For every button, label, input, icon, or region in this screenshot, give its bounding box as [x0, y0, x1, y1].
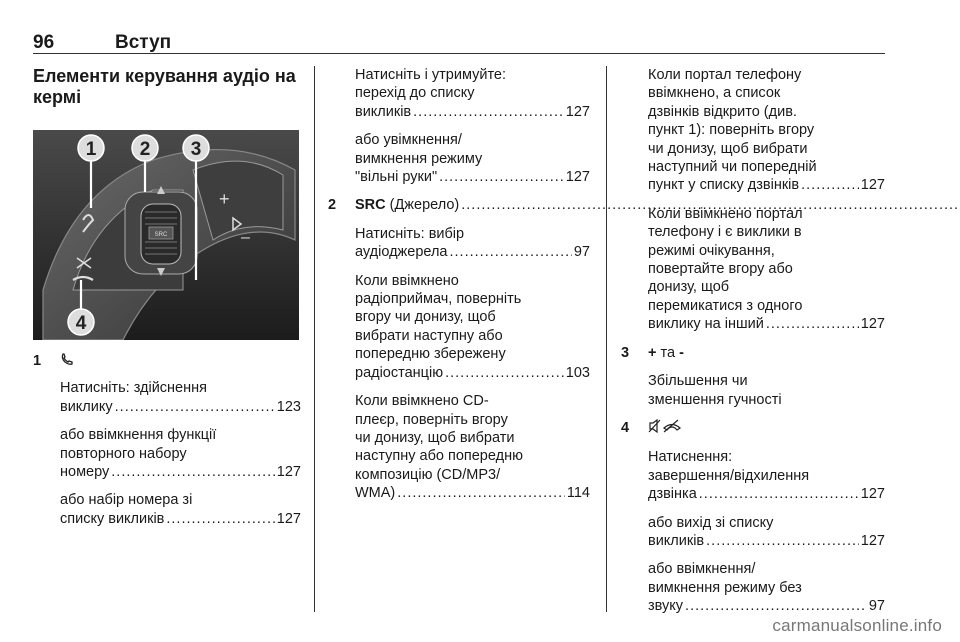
page-reference: "вільні руки" ..... 127	[355, 168, 590, 186]
text-line: Збільшення чи	[648, 373, 748, 390]
item-key: 3	[621, 344, 630, 361]
header-rule	[33, 53, 885, 54]
text-line: режимі очікування,	[648, 242, 775, 259]
text-line: вимкнення режиму без	[648, 579, 802, 596]
item-key: 4	[621, 419, 630, 436]
svg-text:3: 3	[190, 139, 202, 160]
text-line: наступну або попередню	[355, 448, 523, 465]
text-line: плеєр, поверніть вгору	[355, 411, 508, 428]
text-line: радіоприймач, поверніть	[355, 291, 522, 308]
section-title: Елементи керування аудіо на кермі	[33, 66, 296, 107]
figure-callout-1	[78, 135, 104, 161]
page-reference: номеру ..... 127	[60, 463, 301, 481]
text-line: вибрати наступну або	[355, 327, 503, 344]
text-line: Натиснення:	[648, 449, 733, 466]
text-line: Коли портал телефону	[648, 67, 802, 83]
item-4	[621, 419, 885, 438]
text-line: та	[656, 344, 680, 361]
page-reference: виклику ..... 123	[60, 398, 301, 416]
svg-text:4: 4	[75, 313, 87, 334]
phone-handset-icon	[60, 354, 74, 370]
figure-callout-2	[132, 135, 158, 161]
text-line: зменшення гучності	[648, 391, 782, 408]
page-reference: викликів ..... 127	[648, 532, 885, 550]
page-reference: радіостанцію ..... 103	[355, 364, 590, 382]
text-line: завершення/відхилення	[648, 467, 810, 484]
item-key: 1	[33, 353, 42, 369]
steering-controls-figure	[33, 130, 299, 340]
item-1	[33, 352, 301, 371]
column-3	[621, 66, 885, 626]
minus-key-label: -	[679, 344, 684, 361]
item-3	[621, 344, 885, 362]
text-line: повторного набору	[60, 445, 187, 462]
svg-text:+: +	[219, 189, 230, 209]
page-reference: списку викликів ..... 127	[60, 510, 301, 528]
text-line: вимкнення режиму	[355, 150, 483, 167]
page-number: 96	[33, 32, 55, 53]
text-line: наступний чи попередній	[648, 159, 817, 176]
text-line: або увімкнення/	[355, 132, 462, 149]
text-line: або вихід зі списку	[648, 514, 774, 531]
column-1	[33, 66, 301, 538]
text-line: чи донизу, щоб вибрати	[648, 140, 808, 157]
text-line: попередню збережену	[355, 346, 506, 363]
text-line: Натисніть: вибір	[355, 225, 465, 242]
src-key-label: SRC	[355, 197, 386, 214]
text-line: перехід до списку	[355, 85, 475, 102]
page-reference: виклику на інший ..... 127	[648, 315, 885, 333]
text-line: Коли ввімкнено портал	[648, 205, 803, 222]
text-line: донизу, щоб	[648, 279, 730, 296]
text-line: дзвінків відкрито (див.	[648, 103, 797, 120]
page-reference: викликів ..... 127	[355, 103, 590, 121]
item-2: 2 SRC (Джерело) .....	[328, 196, 590, 214]
text-line: повертайте вгору або	[648, 261, 793, 278]
column-2	[328, 66, 590, 513]
text-line: або ввімкнення функції	[60, 427, 217, 444]
text-line: вгору чи донизу, щоб	[355, 309, 496, 326]
src-label: SRC	[154, 232, 168, 238]
item-key: 2	[328, 197, 337, 214]
mute-hangup-icon	[648, 421, 682, 437]
text-line: перемикатися з одного	[648, 297, 803, 314]
column-divider	[314, 66, 315, 612]
text-line: Коли ввімкнено CD-	[355, 393, 489, 410]
text-line: Натисніть і утримуйте:	[355, 67, 507, 83]
page-reference: аудіоджерела ..... 97	[355, 243, 590, 261]
text-line: ввімкнено, а список	[648, 85, 781, 102]
page-reference: WMA) ..... 114	[355, 484, 590, 502]
figure-callout-4	[68, 309, 94, 335]
watermark: carmanualsonline.info	[772, 616, 942, 635]
text-line: пункт 1): поверніть вгору	[648, 122, 815, 139]
text-line: Коли ввімкнено	[355, 272, 459, 289]
text-line: телефону і є виклики в	[648, 224, 802, 241]
text-line: або набір номера зі	[60, 492, 193, 509]
page-heading: Вступ	[115, 32, 172, 53]
text-line: композицію (CD/MP3/	[355, 466, 501, 483]
column-divider	[606, 66, 607, 612]
svg-text:–: –	[241, 229, 250, 246]
page-reference: пункт у списку дзвінків ..... 127	[648, 176, 885, 194]
svg-text:2: 2	[139, 139, 151, 160]
text-line: Натисніть: здійснення	[60, 380, 207, 397]
figure-callout-3	[183, 135, 209, 161]
text-line: чи донизу, щоб вибрати	[355, 429, 515, 446]
page-reference: звуку ..... 97	[648, 597, 885, 615]
plus-key-label: +	[648, 344, 657, 361]
page-reference: дзвінка ..... 127	[648, 485, 885, 503]
text-line: або ввімкнення/	[648, 561, 756, 578]
svg-text:1: 1	[85, 139, 97, 160]
